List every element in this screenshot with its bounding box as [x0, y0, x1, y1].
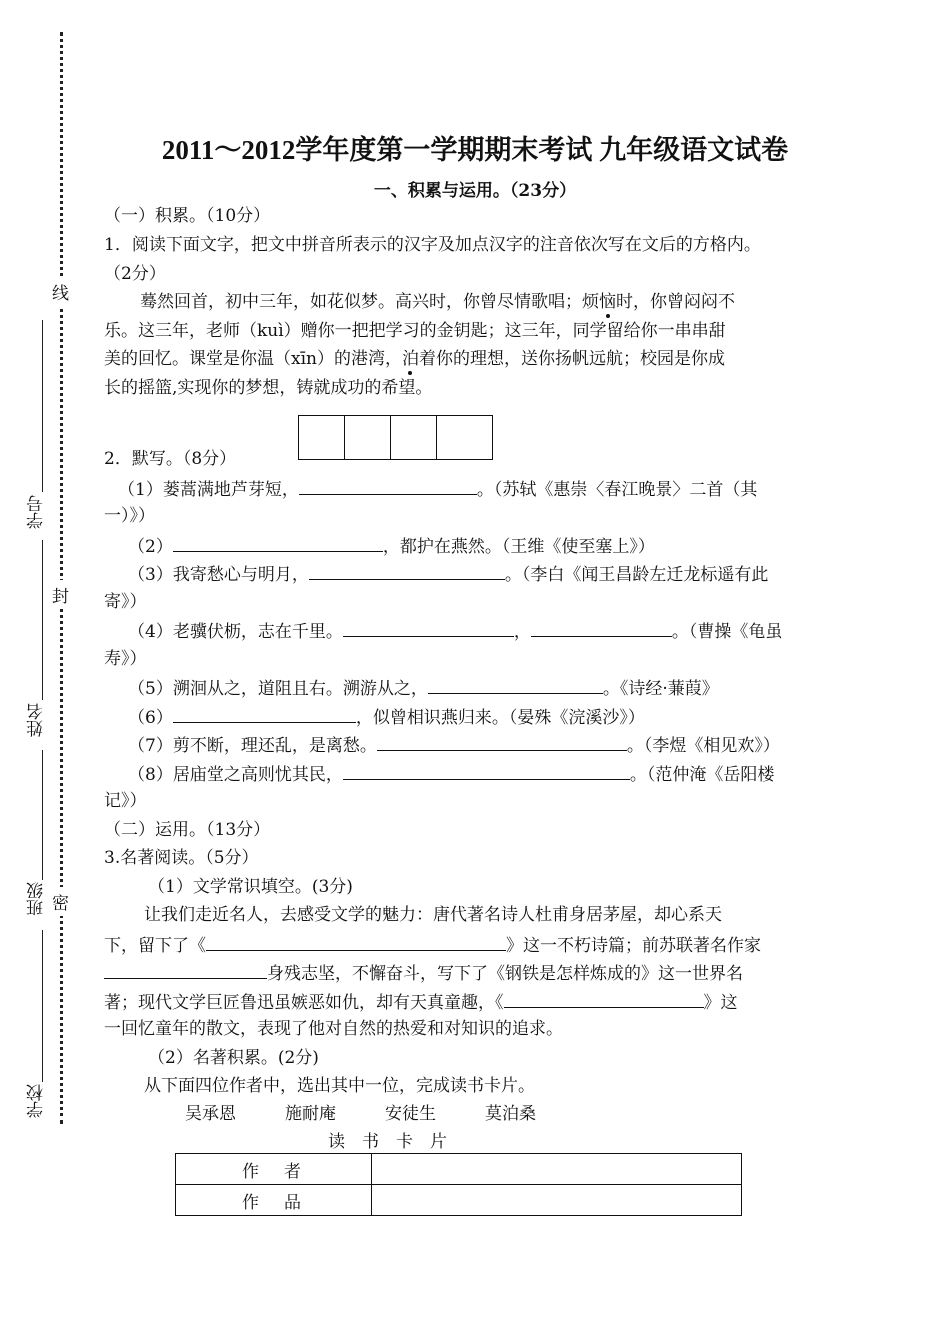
- seal-char-mi: 密: [52, 887, 69, 916]
- card-title: 读 书 卡 片: [328, 1132, 447, 1152]
- q2-item-5: （5）溯洄从之，道阻且右。溯游从之， 。《诗经·蒹葭》: [128, 675, 719, 701]
- table-row: [176, 1185, 742, 1216]
- class-line: [42, 750, 43, 880]
- answer-box-2[interactable]: [344, 415, 391, 460]
- part-heading: （一）积累。（10分）: [104, 206, 271, 226]
- q2-item-1-cont: 一）》）: [104, 506, 155, 526]
- table-row: [176, 1154, 742, 1185]
- answer-blank[interactable]: [343, 618, 514, 637]
- author-option: 莫泊桑: [485, 1104, 536, 1124]
- q3-text-line: 下，留下了《 》这一不朽诗篇；前苏联著名作家: [104, 932, 761, 958]
- student-id-label: 学号: [27, 495, 47, 529]
- part-heading: （二）运用。（13分）: [104, 820, 271, 840]
- q3-text-line: 一回忆童年的散文，表现了他对自然的热爱和对知识的追求。: [104, 1019, 563, 1039]
- answer-box-4[interactable]: [436, 415, 493, 460]
- q3-instruction: 从下面四位作者中，选出其中一位，完成读书卡片。: [144, 1076, 535, 1096]
- q3-sub-1: （1）文学常识填空。(3分): [148, 877, 353, 897]
- answer-blank[interactable]: [173, 533, 383, 552]
- q2-item-6: （6） ，似曾相识燕归来。（晏殊《浣溪沙》）: [128, 704, 645, 730]
- q2-item-8-cont: 记》）: [104, 791, 147, 811]
- q2-item-4: （4）老骥伏枥，志在千里。 ， 。（曹操《龟虽: [128, 618, 782, 644]
- q1-prompt: 1．阅读下面文字，把文中拼音所表示的汉字及加点汉字的注音依次写在文后的方格内。: [104, 235, 761, 255]
- author-option: 安徒生: [385, 1104, 436, 1124]
- card-label-work: 作 品: [176, 1185, 372, 1216]
- class-label: 班级: [27, 882, 47, 916]
- q3-sub-2: （2）名著积累。(2分): [148, 1048, 319, 1068]
- q1-passage-line: 蓦然回首，初中三年，如花似梦。高兴时，你曾尽情歌唱；烦恼时，你曾闷闷不: [140, 292, 735, 312]
- q1-passage-line: 美的回忆。课堂是你温（xīn）的港湾，泊着你的理想，送你扬帆远航；校园是你成: [104, 349, 725, 369]
- q1-score: （2分）: [104, 264, 166, 284]
- q1-passage-line: 乐。这三年，老师（kuì）赠你一把把学习的金钥匙；这三年，同学留给你一串串甜: [104, 321, 726, 341]
- answer-blank[interactable]: [104, 960, 267, 979]
- seal-char-xian: 线: [52, 277, 69, 306]
- exam-title: 2011～2012学年度第一学期期末考试 九年级语文试卷: [161, 135, 789, 165]
- name-line: [42, 540, 43, 700]
- q2-heading: 2．默写。（8分）: [104, 449, 237, 469]
- card-input-author[interactable]: [372, 1154, 742, 1185]
- school-label: 学校: [27, 1084, 47, 1118]
- school-line: [42, 930, 43, 1082]
- author-option: 施耐庵: [285, 1104, 336, 1124]
- reading-card-table: [175, 1153, 742, 1216]
- name-label: 姓名: [27, 703, 47, 737]
- answer-blank[interactable]: [531, 618, 672, 637]
- answer-blank[interactable]: [206, 932, 506, 951]
- q3-heading: 3.名著阅读。（5分）: [104, 848, 259, 868]
- q2-item-1: （1）蒌蒿满地芦芽短， 。（苏轼《惠崇〈春江晚景〉二首（其: [118, 476, 757, 502]
- answer-box-3[interactable]: [390, 415, 437, 460]
- q1-passage-line: 长的摇篮,实现你的梦想，铸就成功的希望。: [104, 378, 433, 398]
- answer-blank[interactable]: [309, 561, 505, 580]
- card-label-author: 作 者: [176, 1154, 372, 1185]
- q3-text-line: 让我们走近名人，去感受文学的魅力：唐代著名诗人杜甫身居茅屋，却心系天: [144, 905, 722, 925]
- section-heading: 一、积累与运用。（23分）: [373, 181, 577, 201]
- q3-text-line: 著；现代文学巨匠鲁迅虽嫉恶如仇，却有天真童趣，《 》这: [104, 989, 738, 1015]
- author-option: 吴承恩: [185, 1104, 236, 1124]
- answer-blank[interactable]: [428, 675, 603, 694]
- answer-blank[interactable]: [173, 704, 356, 723]
- seal-char-feng: 封: [52, 580, 69, 609]
- answer-blank[interactable]: [299, 476, 477, 495]
- q2-item-3-cont: 寄》）: [104, 592, 147, 612]
- q2-item-8: （8）居庙堂之高则忧其民， 。（范仲淹《岳阳楼: [128, 761, 774, 787]
- q2-item-4-cont: 寿》）: [104, 649, 147, 669]
- q2-item-3: （3）我寄愁心与明月， 。（李白《闻王昌龄左迁龙标遥有此: [128, 561, 768, 587]
- card-input-work[interactable]: [372, 1185, 742, 1216]
- answer-box-1[interactable]: [298, 415, 345, 460]
- q3-text-line: 身残志坚，不懈奋斗，写下了《钢铁是怎样炼成的》这一世界名: [104, 960, 743, 986]
- answer-blank[interactable]: [504, 989, 704, 1008]
- answer-blank[interactable]: [343, 761, 630, 780]
- q2-item-7: （7）剪不断，理还乱，是离愁。 。（李煜《相见欢》）: [128, 732, 780, 758]
- q2-item-2: （2） ，都护在燕然。（王维《使至塞上》）: [128, 533, 655, 559]
- answer-blank[interactable]: [377, 732, 627, 751]
- student-id-line: [42, 320, 43, 492]
